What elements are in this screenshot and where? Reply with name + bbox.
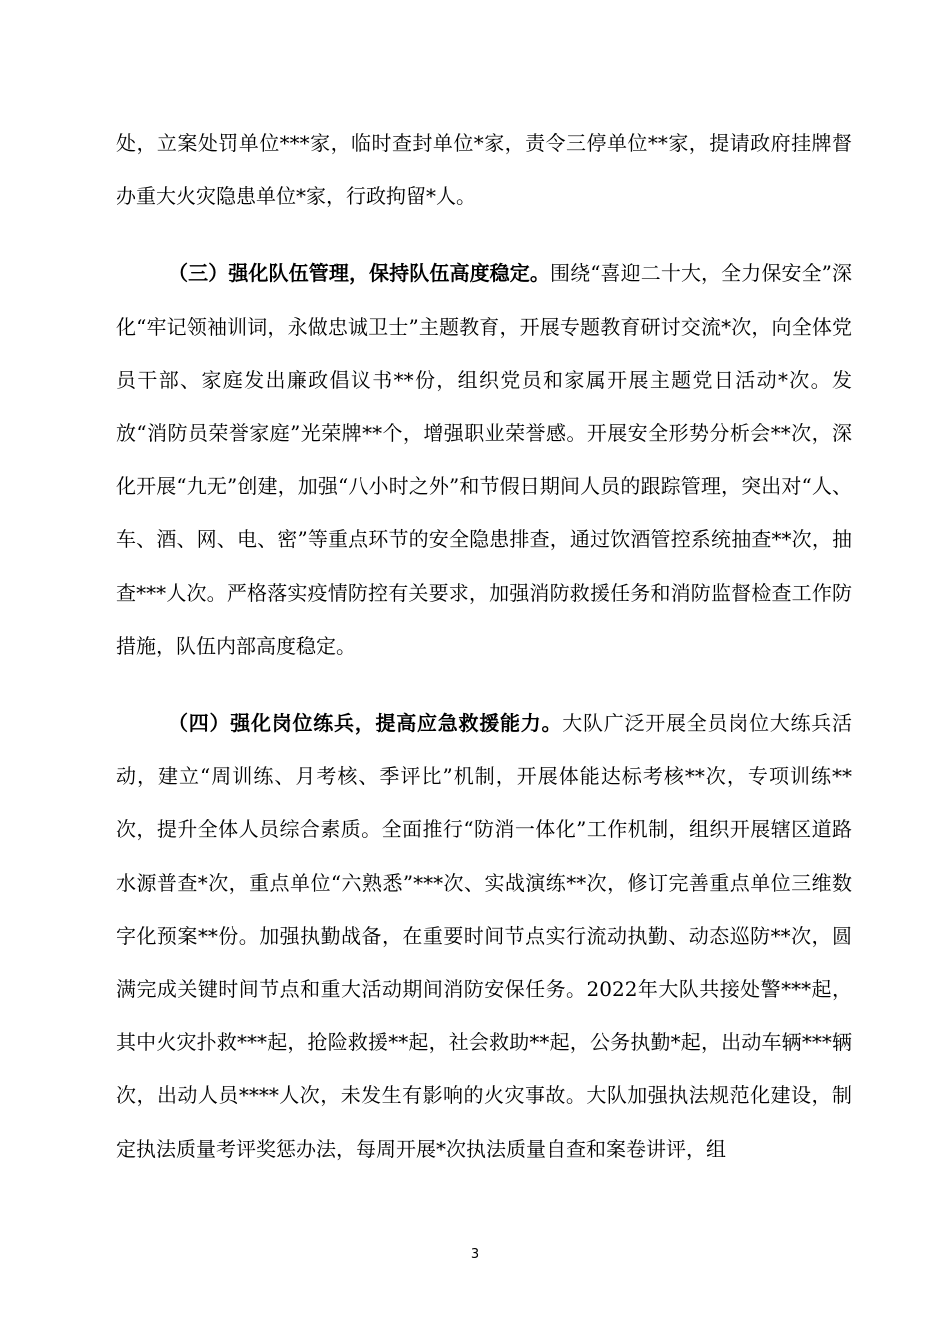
paragraph-continuation <box>116 117 852 223</box>
page-number: 3 <box>470 1247 480 1262</box>
section-heading-four: （四）强化岗位练兵，提高应急救援能力。 <box>168 711 563 736</box>
document-body <box>116 117 852 1200</box>
paragraph-team-management <box>116 247 852 673</box>
paragraph-text: 处，立案处罚单位***家，临时查封单位*家，责令三停单位**家，提请政府挂牌督办重大火灾隐患单位*家，行政拘留*人。 <box>116 131 852 209</box>
paragraph-text: 大队广泛开展全员岗位大练兵活动，建立“周训练、月考核、季评比”机制，开展体能达标考核**次，专项训练**次，提升全体人员综合素质。全面推行“防消一体化”工作机制，组织开展辖区道路水源普查*次，重点单位“六熟悉”***次、实战演练**次，修订完善重点单位三维数字化预案**份。加强执勤战备，在重要时间节点实行流动执勤、动态巡防**次，圆满完成关键时间节点和重大活动期间消防安保任务。2022年大队共接处警***起，其中火灾扑救***起，抢险救援**起，社会救助**起，公务执勤*起，出动车辆***辆次，出动人员****人次，未发生有影响的火灾事故。大队加强执法规范化建设，制定执法质量考评奖惩办法，每周开展*次执法质量自查和案卷讲评，组 <box>116 711 852 1161</box>
paragraph-text: 围绕“喜迎二十大，全力保安全”深化“牢记领袖训词，永做忠诚卫士”主题教育，开展专题教育研讨交流*次，向全体党员干部、家庭发出廉政倡议书**份，组织党员和家属开展主题党日活动*次。发放“消防员荣誉家庭”光荣牌**个，增强职业荣誉感。开展安全形势分析会**次，深化开展“九无”创建，加强“八小时之外”和节假日期间人员的跟踪管理，突出对“人、车、酒、网、电、密”等重点环节的安全隐患排查，通过饮酒管控系统抽查**次，抽查***人次。严格落实疫情防控有关要求，加强消防救援任务和消防监督检查工作防措施，队伍内部高度稳定。 <box>116 261 852 658</box>
paragraph-training-rescue <box>116 697 852 1176</box>
section-heading-three: （三）强化队伍管理，保持队伍高度稳定。 <box>168 261 550 286</box>
